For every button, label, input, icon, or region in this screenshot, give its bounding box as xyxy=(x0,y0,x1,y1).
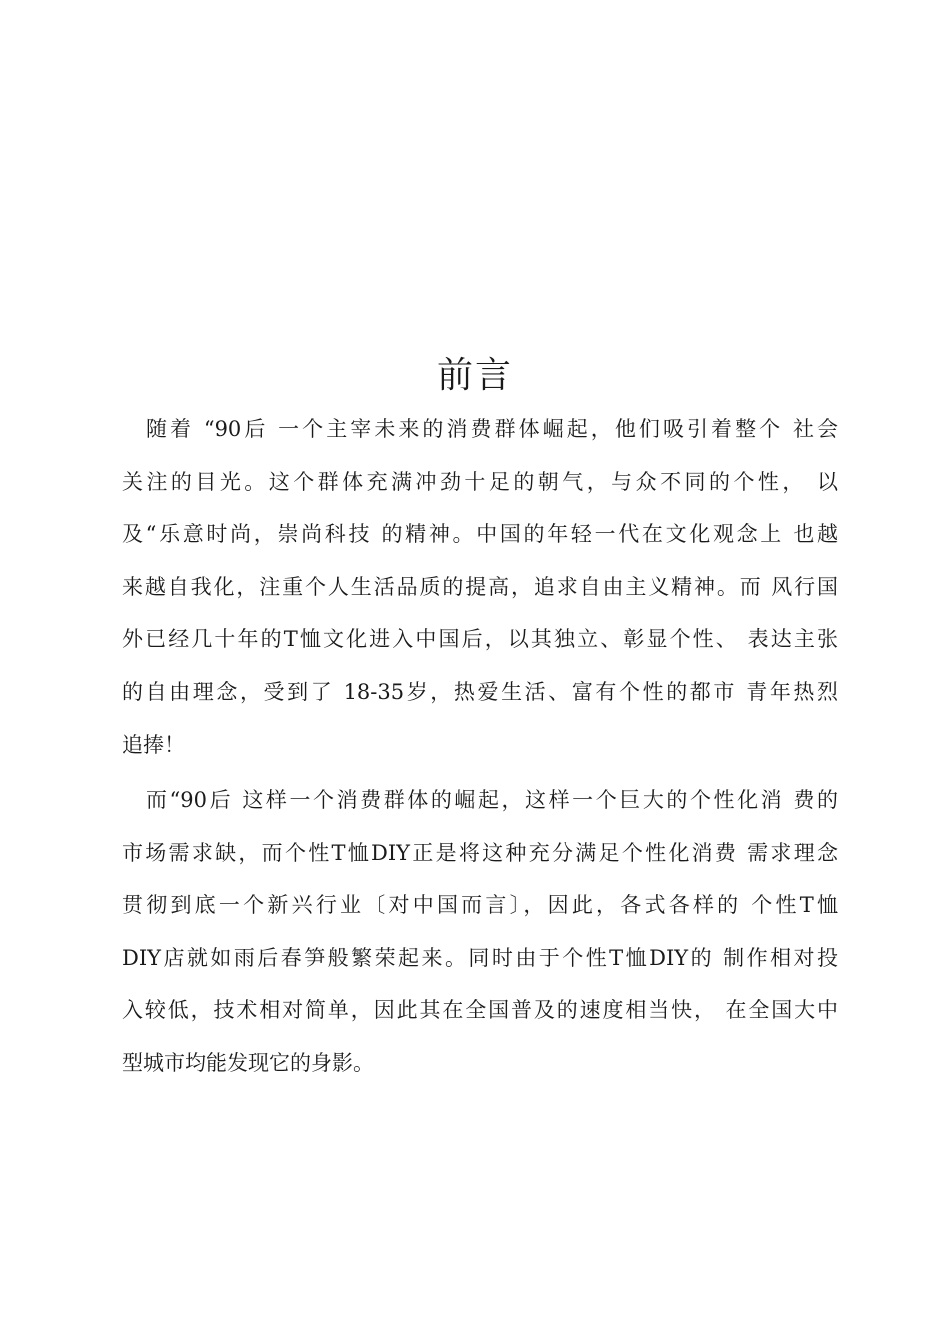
text-line: 型城市均能发现它的身影。 xyxy=(122,1050,374,1075)
text-line: 追捧！ xyxy=(122,732,185,757)
page-title: 前言 xyxy=(436,355,513,396)
paragraph-1 xyxy=(122,403,838,771)
text-line: 入较低，技术相对简单，因此其在全国普及的速度相当快， 在全国大中 xyxy=(122,998,838,1023)
text-line: 来越自我化，注重个人生活品质的提高，追求自由主义精神。而 风行国 xyxy=(122,574,838,599)
text-line: 市场需求缺，而个性T恤DIY正是将这种充分满足个性化消费 需求理念 xyxy=(122,840,838,865)
text-line: 随着 “90后 一个主宰未来的消费群体崛起，他们吸引着整个 社会 xyxy=(146,417,838,441)
text-line: 关注的目光。这个群体充满冲劲十足的朝气，与众不同的个性， 以 xyxy=(122,469,838,494)
text-line: 贯彻到底一个新兴行业〔对中国而言〕，因此，各式各样的 个性T恤 xyxy=(122,893,838,918)
paragraph-2 xyxy=(122,774,838,1090)
text-line: 外已经几十年的T恤文化进入中国后，以其独立、彰显个性、 表达主张 xyxy=(122,627,838,652)
text-line: 及“乐意时尚，崇尚科技 的精神。中国的年轻一代在文化观念上 也越 xyxy=(122,522,838,547)
text-line: 的自由理念，受到了 18-35岁，热爱生活、富有个性的都市 青年热烈 xyxy=(122,679,838,704)
text-line: DIY店就如雨后春笋般繁荣起来。同时由于个性T恤DIY的 制作相对投 xyxy=(122,945,838,970)
text-line: 而“90后 这样一个消费群体的崛起，这样一个巨大的个性化消 费的 xyxy=(146,788,838,812)
